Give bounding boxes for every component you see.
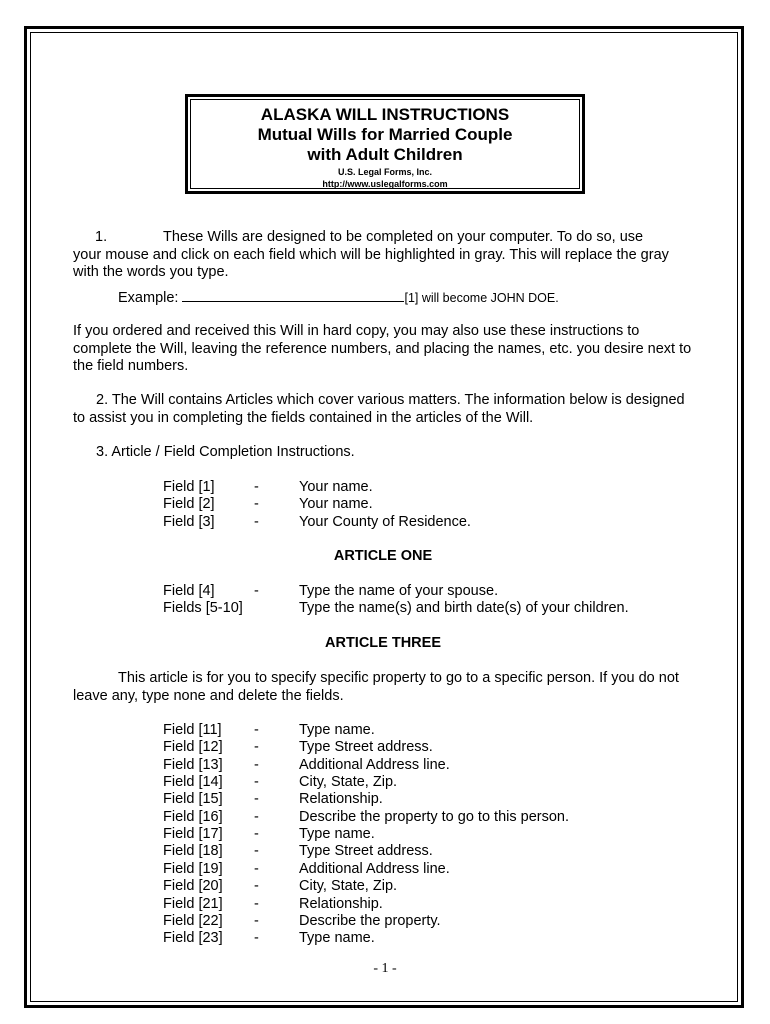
example-line — [118, 289, 678, 308]
field-dash: - — [254, 808, 259, 825]
paragraph-3: 3. Article / Field Completion Instructions. — [96, 444, 355, 460]
field-description: Type the name(s) and birth date(s) of your children. — [299, 600, 629, 617]
field-description: Your name. — [299, 496, 373, 513]
field-row — [163, 826, 683, 844]
field-description: Relationship. — [299, 791, 383, 808]
field-label: Field [17] — [163, 826, 223, 843]
field-dash: - — [254, 895, 259, 912]
paragraph-1-number: 1. — [95, 229, 108, 245]
paragraph-hardcopy: If you ordered and received this Will in hard copy, you may also use these instructions to complete the Will, leaving the reference numbers, and placing the names, etc. you desire next to the field numbers. — [73, 323, 692, 374]
field-label: Field [3] — [163, 513, 215, 530]
field-row — [163, 722, 683, 740]
field-label: Field [11] — [163, 722, 222, 738]
field-row — [163, 878, 683, 896]
field-label: Fields [5-10] — [163, 600, 243, 617]
field-row — [163, 583, 683, 601]
document-subtitle-2: with Adult Children — [307, 145, 463, 164]
field-dash: - — [254, 843, 259, 860]
example-blank — [182, 289, 404, 302]
field-description: Type Street address. — [299, 843, 433, 860]
field-row — [163, 843, 683, 861]
field-dash: - — [254, 912, 259, 929]
paragraph-1-first-line: These Wills are designed to be completed on your computer. To do so, use — [163, 229, 644, 245]
page-number: - 1 - — [373, 961, 397, 976]
field-row — [163, 861, 683, 879]
field-label: Field [15] — [163, 791, 223, 808]
field-label: Field [14] — [163, 774, 223, 791]
field-dash: - — [254, 860, 259, 877]
document-title: ALASKA WILL INSTRUCTIONS — [260, 105, 510, 124]
field-row — [163, 496, 683, 514]
field-description: Your name. — [299, 479, 373, 495]
field-label: Field [16] — [163, 808, 223, 825]
field-dash: - — [254, 513, 259, 530]
field-label: Field [21] — [163, 895, 223, 912]
field-row — [163, 739, 683, 757]
field-dash: - — [254, 791, 259, 808]
field-label: Field [18] — [163, 843, 223, 860]
company-name: U.S. Legal Forms, Inc. — [337, 167, 433, 177]
field-label: Field [13] — [163, 756, 223, 773]
field-description: Relationship. — [299, 895, 383, 912]
field-description: Describe the property to go to this person. — [299, 808, 570, 825]
field-label: Field [22] — [163, 912, 223, 929]
field-label: Field [20] — [163, 878, 223, 895]
field-dash: - — [254, 774, 259, 791]
field-dash: - — [254, 583, 259, 599]
field-row — [163, 791, 683, 809]
paragraph-1-rest: your mouse and click on each field which will be highlighted in gray. This will replace the gray with the words you type. — [73, 246, 669, 280]
article-three-heading: ARTICLE THREE — [325, 635, 441, 651]
field-description: Type name. — [299, 826, 375, 843]
field-label: Field [12] — [163, 739, 223, 756]
field-description: Additional Address line. — [299, 756, 450, 773]
field-label: Field [1] — [163, 479, 215, 495]
field-description: Type name. — [299, 930, 375, 947]
article-one-heading: ARTICLE ONE — [333, 548, 433, 564]
field-dash: - — [254, 878, 259, 895]
title-box — [190, 99, 580, 189]
company-url: http://www.uslegalforms.com — [322, 179, 448, 189]
field-description: Type the name of your spouse. — [299, 583, 499, 599]
field-row — [163, 514, 683, 532]
document-subtitle: Mutual Wills for Married Couple — [257, 125, 513, 144]
field-dash: - — [254, 479, 259, 495]
field-description: Type Street address. — [299, 739, 433, 756]
field-dash: - — [254, 496, 259, 513]
article-three-intro: This article is for you to specify specific property to go to a specific person. If you do not leave any, type none and delete the fields. — [73, 670, 679, 704]
field-description: Describe the property. — [299, 912, 441, 929]
field-description: City, State, Zip. — [299, 774, 398, 791]
field-label: Field [23] — [163, 930, 223, 947]
field-dash: - — [254, 756, 259, 773]
field-label: Field [19] — [163, 860, 223, 877]
field-row — [163, 757, 683, 775]
example-label: Example: — [118, 290, 179, 306]
field-description: City, State, Zip. — [299, 878, 398, 895]
field-label: Field [4] — [163, 583, 215, 599]
field-row — [163, 913, 683, 931]
field-row — [163, 930, 683, 948]
field-row — [163, 774, 683, 792]
field-dash: - — [254, 930, 259, 947]
field-dash: - — [254, 739, 259, 756]
field-description: Type name. — [299, 722, 375, 738]
field-row — [163, 896, 683, 914]
paragraph-1 — [73, 229, 693, 282]
field-row — [163, 479, 683, 497]
example-suffix: [1] will become JOHN DOE. — [404, 291, 559, 305]
field-description: Additional Address line. — [299, 860, 450, 877]
field-dash: - — [254, 722, 259, 738]
paragraph-2: 2. The Will contains Articles which cover various matters. The information below is designed to assist you in completing the fields contained in the articles of the Will. — [73, 392, 685, 426]
field-label: Field [2] — [163, 496, 215, 513]
field-row — [163, 600, 683, 618]
field-description: Your County of Residence. — [299, 513, 471, 530]
field-row — [163, 809, 683, 827]
field-dash: - — [254, 826, 259, 843]
